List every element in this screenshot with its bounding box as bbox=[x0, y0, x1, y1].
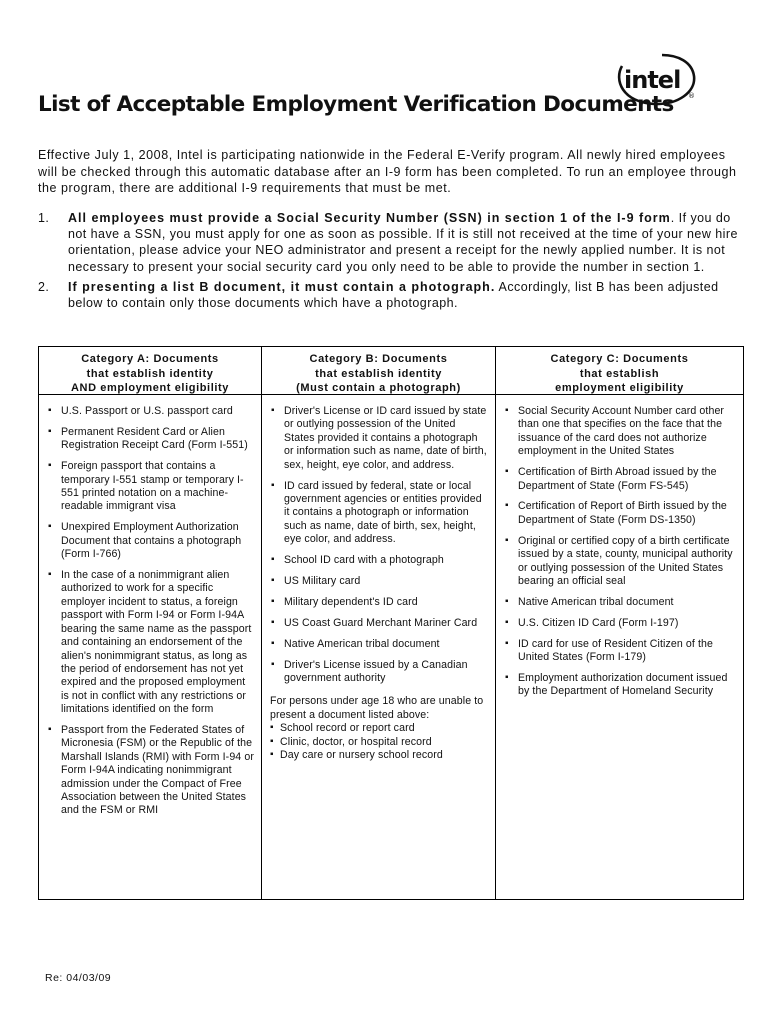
revision-date: Re: 04/03/09 bbox=[45, 972, 112, 984]
minors-note: For persons under age 18 who are unable to present a document listed above: bbox=[270, 695, 484, 721]
list-item: ▪ Permanent Resident Card or Alien Registration Receipt Card (Form I-551) bbox=[47, 426, 255, 453]
list-item: ▪ Passport from the Federated States of Micronesia (FSM) or the Republic of the Marshall Islands (RMI) with Form I-94 or Form I-94A indicating nonimmigrant admission under the Compact of Free Association between the United States and the FSM or RMI bbox=[47, 724, 255, 818]
list-item: ▪ US Coast Guard Merchant Mariner Card bbox=[270, 617, 489, 630]
list-item: ▪ School ID card with a photograph bbox=[270, 554, 489, 567]
requirement-text: Accordingly, list B has been adjusted below to contain only those documents which have a photograph. bbox=[68, 279, 719, 311]
category-a-header bbox=[39, 347, 261, 395]
list-item: ▪ Military dependent's ID card bbox=[270, 596, 489, 609]
header-line: AND employment eligibility bbox=[70, 382, 229, 394]
category-b-column bbox=[261, 347, 495, 899]
requirement-heading: If presenting a list B document, it must contain a photograph. bbox=[68, 279, 496, 294]
logo-registered-mark: ® bbox=[688, 92, 695, 100]
category-b-body bbox=[262, 395, 495, 762]
category-c-body bbox=[496, 395, 743, 699]
category-b-list bbox=[270, 405, 489, 685]
header-line: employment eligibility bbox=[555, 382, 684, 394]
requirement-item bbox=[38, 279, 743, 311]
list-item: ▪ ID card for use of Resident Citizen of the United States (Form I-179) bbox=[504, 638, 737, 665]
category-a-list bbox=[47, 405, 255, 818]
requirement-text: If you do not have a SSN, you must apply for one as soon as possible. If it is still not received at the time of your new hire orientation, please advice your NEO administrator and present a receipt for the newly applied number. It is not necessary to present your social security card you only need to be able to provide the number in section 1. bbox=[68, 211, 738, 274]
page-title: List of Acceptable Employment Verification Documents bbox=[38, 92, 674, 117]
category-a-body bbox=[39, 395, 261, 818]
header-line: (Must contain a photograph) bbox=[296, 382, 461, 394]
category-c-column bbox=[495, 347, 743, 899]
list-item: ▪ Original or certified copy of a birth certificate issued by a state, county, municipal authority or outlying possession of the United States bearing an official seal bbox=[504, 535, 737, 589]
logo-wordmark: intel bbox=[624, 66, 681, 94]
header-line: that establish identity bbox=[86, 367, 214, 380]
list-item: ▪ U.S. Citizen ID Card (Form I-197) bbox=[504, 617, 737, 630]
list-item: ▪ Employment authorization document issued by the Department of Homeland Security bbox=[504, 672, 737, 699]
requirement-number: 2. bbox=[38, 279, 50, 294]
requirement-number: 1. bbox=[38, 211, 50, 225]
list-item: ▪ Foreign passport that contains a temporary I-551 stamp or temporary I-551 printed notation on a machine-readable immigrant visa bbox=[47, 460, 255, 514]
list-item: ▪ US Military card bbox=[270, 575, 489, 588]
intro-paragraph: Effective July 1, 2008, Intel is participating nationwide in the Federal E-Verify program. All newly hired employees will be checked through this automatic database after an I-9 form has been completed. To run an employee through the program, there are additional I-9 requirements that must be met. bbox=[38, 148, 737, 195]
category-a-column bbox=[39, 347, 261, 899]
requirements-list bbox=[38, 210, 743, 315]
list-item: ▪ Driver's License issued by a Canadian government authority bbox=[270, 659, 489, 686]
header-line: Category A: Documents bbox=[81, 353, 219, 365]
header-line: that establish bbox=[579, 367, 660, 380]
list-item: ▪ Social Security Account Number card other than one that specifies on the face that the issuance of the card does not authorize employment in the United States bbox=[504, 405, 737, 459]
list-item: ▪ Driver's License or ID card issued by state or outlying possession of the United States provided it contains a photograph or information such as name, date of birth, sex, height, eye color, and address. bbox=[270, 405, 489, 472]
requirement-heading-tail: . bbox=[670, 211, 675, 225]
header-line: that establish identity bbox=[315, 367, 442, 380]
list-item: ▪ Clinic, doctor, or hospital record bbox=[270, 736, 489, 749]
requirement-heading: All employees must provide a Social Security Number (SSN) in section 1 of the I-9 form bbox=[68, 211, 671, 225]
list-item: ▪ School record or report card bbox=[270, 722, 489, 735]
documents-table bbox=[38, 346, 744, 900]
list-item: ▪ ID card issued by federal, state or local government agencies or entities provided it contains a photograph or information such as name, date of birth, sex, height, eye color, and address. bbox=[270, 480, 489, 547]
list-item: ▪ Certification of Birth Abroad issued by the Department of State (Form FS-545) bbox=[504, 466, 737, 493]
minors-list bbox=[270, 722, 489, 762]
list-item: ▪ Certification of Report of Birth issued by the Department of State (Form DS-1350) bbox=[504, 500, 737, 527]
list-item: ▪ Native American tribal document bbox=[504, 596, 737, 609]
list-item: ▪ Unexpired Employment Authorization Document that contains a photograph (Form I-766) bbox=[47, 521, 255, 561]
requirement-item bbox=[38, 210, 743, 275]
category-c-header bbox=[496, 347, 743, 395]
list-item: ▪ Native American tribal document bbox=[270, 638, 489, 651]
list-item: ▪ In the case of a nonimmigrant alien authorized to work for a specific employer incident to status, a foreign passport with Form I-94 or Form I-94A bearing the same name as the passport and containing an endorsement of the alien's nonimmigrant status, as long as the period of endorsement has not yet expired and the proposed employment is not in conflict with any restrictions or limitations identified on the form bbox=[47, 569, 255, 716]
category-b-header bbox=[262, 347, 495, 395]
list-item: ▪ U.S. Passport or U.S. passport card bbox=[47, 405, 255, 418]
list-item: ▪ Day care or nursery school record bbox=[270, 749, 489, 762]
header-line: Category B: Documents bbox=[309, 353, 448, 365]
category-c-list bbox=[504, 405, 737, 699]
header-line: Category C: Documents bbox=[550, 353, 689, 365]
